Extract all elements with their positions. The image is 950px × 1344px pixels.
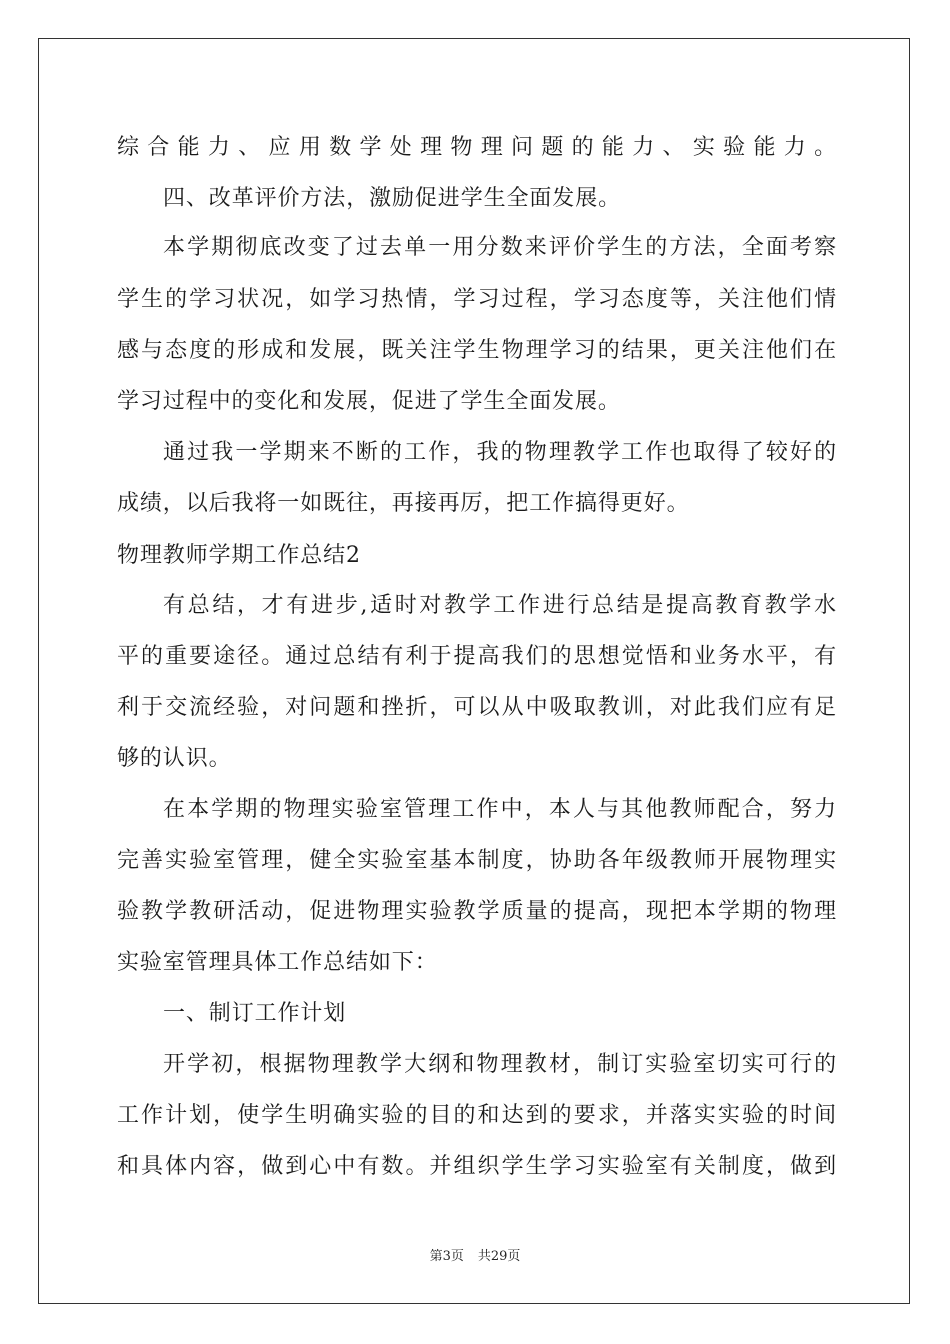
text-line: 在本学期的物理实验室管理工作中，本人与其他教师配合，努力 <box>163 797 837 822</box>
text-line: 实验室管理具体工作总结如下： <box>117 950 438 975</box>
text-line: 成绩，以后我将一如既往，再接再厉，把工作搞得更好。 <box>117 491 690 516</box>
text-line: 验教学教研活动，促进物理实验教学质量的提高，现把本学期的物理 <box>117 899 837 924</box>
text-line: 通过我一学期来不断的工作，我的物理教学工作也取得了较好的 <box>163 440 837 465</box>
text-line: 学习过程中的变化和发展，促进了学生全面发展。 <box>117 389 621 414</box>
text-line: 学生的学习状况，如学习热情，学习过程，学习态度等，关注他们情 <box>117 287 837 312</box>
text-line: 有总结，才有进步,适时对教学工作进行总结是提高教育教学水 <box>163 593 837 618</box>
page-total: 共29页 <box>477 1249 521 1264</box>
text-line: 平的重要途径。通过总结有利于提高我们的思想觉悟和业务水平，有 <box>117 644 837 669</box>
text-line: 利于交流经验，对问题和挫折，可以从中吸取教训，对此我们应有足 <box>117 695 837 720</box>
document-title: 物理教师学期工作总结2 <box>117 543 361 568</box>
text-line: 本学期彻底改变了过去单一用分数来评价学生的方法，全面考察 <box>163 235 837 260</box>
text-line: 和具体内容，做到心中有数。并组织学生学习实验室有关制度，做到 <box>117 1154 837 1179</box>
text-line: 开学初，根据物理教学大纲和物理教材，制订实验室切实可行的 <box>163 1052 837 1077</box>
page-number: 第3页 <box>429 1249 464 1264</box>
page-footer <box>0 1245 950 1264</box>
section-heading: 四、改革评价方法，激励促进学生全面发展。 <box>163 186 622 211</box>
text-line: 工作计划，使学生明确实验的目的和达到的要求，并落实实验的时间 <box>117 1103 837 1128</box>
text-line: 够的认识。 <box>117 746 232 771</box>
text-line: 完善实验室管理，健全实验室基本制度，协助各年级教师开展物理实 <box>117 848 837 873</box>
text-line: 感与态度的形成和发展，既关注学生物理学习的结果，更关注他们在 <box>117 338 837 363</box>
section-heading: 一、制订工作计划 <box>163 1001 347 1026</box>
text-line: 综合能力、应用数学处理物理问题的能力、实验能力。 <box>117 135 837 160</box>
